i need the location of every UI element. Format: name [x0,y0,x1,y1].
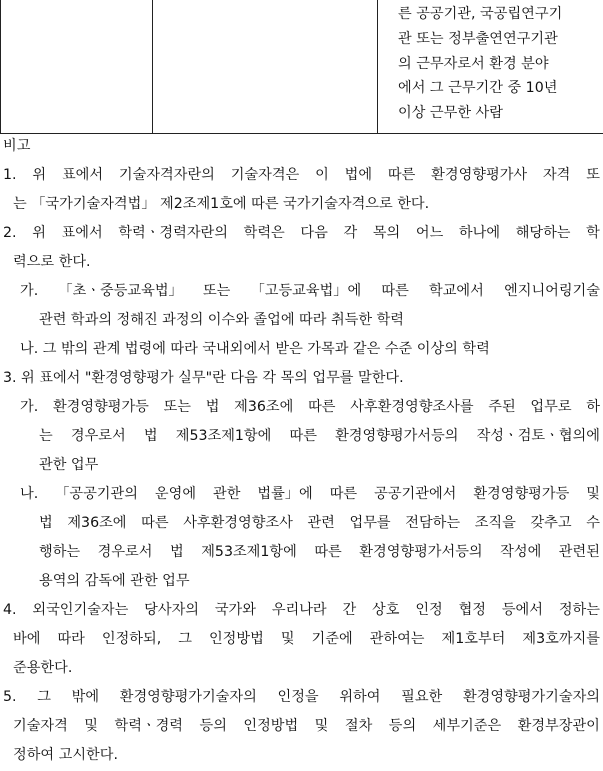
table-cell-text [378,0,603,134]
note-line: 4. 외국인기술자는 당사자의 국가와 우리나라 간 상호 인정 협정 등에서 정하는 [0,597,603,626]
note-line: 1. 위 표에서 기술자격자란의 기술자격은 이 법에 따른 환경영향평가사 자격 또 [0,162,603,191]
table-cell-line: 의 근무자로서 환경 분야 [398,52,595,77]
table-cell-empty-1 [1,0,153,134]
note-line: 법 제36조에 따른 사후환경영향조사 관련 업무를 전담하는 조직을 갖추고 수 [0,510,603,539]
note-line: 3. 위 표에서 "환경영향평가 실무"란 다음 각 목의 업무를 말한다. [0,365,603,394]
note-line: 는 「국가기술자격법」 제2조제1호에 따른 국가기술자격으로 한다. [0,191,603,220]
note-line: 용역의 감독에 관한 업무 [0,568,603,597]
notes-section [0,133,603,771]
table-cell-line: 른 공공기관, 국공립연구기 [398,2,595,27]
note-line: 력으로 한다. [0,249,603,278]
note-line: 관련 학과의 정해진 과정의 이수와 졸업에 따라 취득한 학력 [0,307,603,336]
note-line: 관한 업무 [0,452,603,481]
notes-heading: 비고 [0,133,603,162]
table-cell-empty-2 [153,0,378,134]
table-row [1,0,603,134]
note-line: 5. 그 밖에 환경영향평가기술자의 인정을 위하여 필요한 환경영향평가기술자의 [0,684,603,713]
note-line: 행하는 경우로서 법 제53조제1항에 따른 환경영향평가서등의 작성에 관련된 [0,539,603,568]
note-line: 2. 위 표에서 학력ㆍ경력자란의 학력은 다음 각 목의 어느 하나에 해당하는 학 [0,220,603,249]
qualification-table [0,0,603,134]
table-cell-line: 이상 근무한 사람 [398,101,595,126]
note-line: 가. 「초ㆍ중등교육법」 또는 「고등교육법」에 따른 학교에서 엔지니어링기술 [0,278,603,307]
note-line: 나. 그 밖의 관계 법령에 따라 국내외에서 받은 가목과 같은 수준 이상의 학력 [0,336,603,365]
note-line: 정하여 고시한다. [0,742,603,771]
note-line: 가. 환경영향평가등 또는 법 제36조에 따른 사후환경영향조사를 주된 업무로 하 [0,394,603,423]
table-cell-line: 에서 그 근무기간 중 10년 [398,76,595,101]
table-cell-line: 관 또는 정부출연연구기관 [398,27,595,52]
note-line: 나. 「공공기관의 운영에 관한 법률」에 따른 공공기관에서 환경영향평가등 및 [0,481,603,510]
note-line: 바에 따라 인정하되, 그 인정방법 및 기준에 관하여는 제1호부터 제3호까지를 [0,626,603,655]
note-line: 기술자격 및 학력ㆍ경력 등의 인정방법 및 절차 등의 세부기준은 환경부장관이 [0,713,603,742]
note-line: 준용한다. [0,655,603,684]
note-line: 는 경우로서 법 제53조제1항에 따른 환경영향평가서등의 작성ㆍ검토ㆍ협의에 [0,423,603,452]
